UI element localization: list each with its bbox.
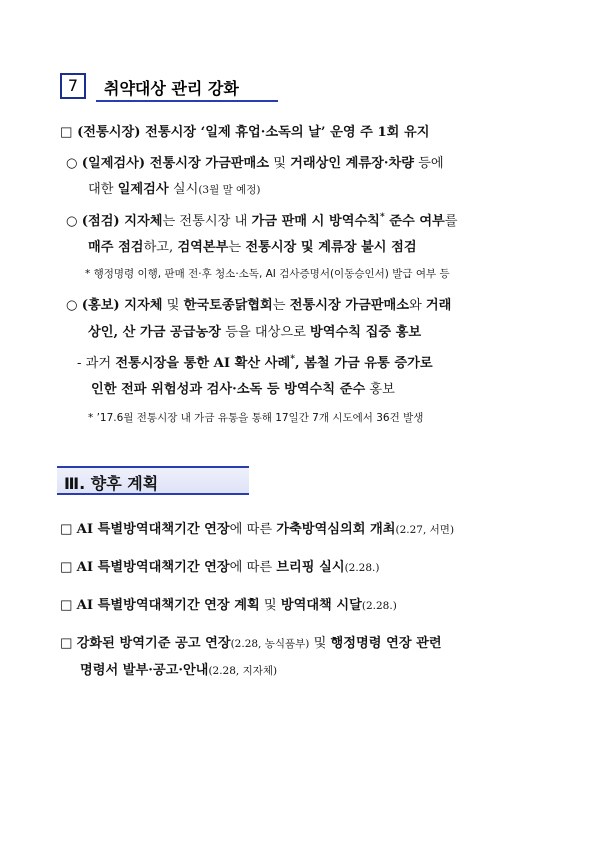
- bold-1: 인한 전파 위험성과 검사·소독 등 방역수칙 준수: [91, 382, 366, 397]
- sub-item-check-cont: [88, 236, 417, 255]
- item-text: (전통시장) 전통시장 ‘일제 휴업·소독의 날’ 운영 주 1회 유지: [77, 125, 430, 140]
- bold-3: 방역수칙 집중 홍보: [310, 325, 422, 340]
- bold-3: 한국토종닭협회: [183, 298, 273, 313]
- sub-item-promotion: [66, 294, 451, 313]
- bold-3: 검역본부: [177, 240, 229, 255]
- circle-bullet-icon: ○: [66, 156, 78, 171]
- text-2: 에 따른: [229, 560, 277, 575]
- text-4: 는: [228, 240, 246, 255]
- bold-5: 전통시장 및 계류장 불시 점검: [245, 240, 417, 255]
- bold-1: 명령서 발부·공고·안내: [80, 663, 209, 678]
- footnote-mark: *: [290, 354, 295, 365]
- bold-2: 일제검사: [117, 182, 169, 197]
- sub-item-bold-1: (일제검사) 전통시장 가금판매소: [81, 156, 269, 171]
- text-2: 및: [162, 298, 184, 313]
- note-2: (2.28, 지자체): [208, 665, 278, 677]
- sub-item-check: [66, 210, 458, 229]
- bold-7: 거래: [425, 298, 452, 313]
- circle-bullet-icon: ○: [66, 298, 78, 313]
- sub-item-promotion-cont: [88, 321, 421, 340]
- text-2: 홍보: [365, 382, 395, 397]
- text-5: 를: [444, 214, 458, 229]
- footnote-mark: *: [379, 212, 385, 223]
- bold-1: 강화된 방역기준 공고 연장: [76, 636, 231, 651]
- note-4: (2.28.): [344, 562, 380, 574]
- bold-2: 전통시장을 통한 AI 확산 사례: [115, 356, 291, 371]
- sub-item-bold-3: 거래상인 계류장·차량: [290, 156, 414, 171]
- text-3: 실시: [168, 182, 199, 197]
- note-4: (2.27, 서면): [395, 524, 455, 536]
- item-traditional-market: [60, 121, 429, 140]
- footnote-past-cases: * ’17.6월 전통시장 내 가금 유통을 통해 17일간 7개 시도에서 36건 발생: [88, 412, 424, 424]
- bold-5: 전통시장 가금판매소: [289, 298, 409, 313]
- note-4: (3월 말 예정): [198, 184, 261, 196]
- sub-item-inspection: [66, 152, 444, 171]
- text-2: 등을 대상으로: [221, 325, 311, 340]
- square-bullet-icon: □: [60, 598, 73, 613]
- note-4: (2.28.): [361, 600, 397, 612]
- bold-1: (점검) 지자체: [81, 214, 163, 229]
- bold-1: 매주 점검: [88, 240, 144, 255]
- footnote-check: * 행정명령 이행, 판매 전·후 청소·소독, AI 검사증명서(이동승인서) 발급 여부 등: [85, 268, 450, 280]
- circle-bullet-icon: ○: [66, 214, 78, 229]
- bold-1: AI 특별방역대책기간 연장: [76, 560, 230, 575]
- section-title-future-plans: Ⅲ. 향후 계획: [64, 474, 159, 493]
- dash-item-past-cases-cont: [91, 378, 395, 397]
- text-2: 에 따른: [229, 522, 277, 537]
- plan-item-extension: [60, 594, 397, 613]
- bold-3: 가축방역심의회 개최: [276, 522, 396, 537]
- bold-3: 가금 판매 시 방역수칙: [251, 214, 380, 229]
- section-title: 취약대상 관리 강화: [104, 79, 239, 98]
- sub-item-text-2: 및: [269, 156, 291, 171]
- sub-item-inspection-cont: [88, 178, 260, 197]
- section-number-box: 7: [60, 73, 86, 99]
- plan-item-council: [60, 518, 454, 537]
- plan-item-notice: [60, 632, 442, 651]
- section-title-underline: [96, 100, 278, 102]
- bold-1: AI 특별방역대책기간 연장: [76, 522, 230, 537]
- bold-3: 방역대책 시달: [280, 598, 362, 613]
- text-1: - 과거: [77, 356, 116, 371]
- bold-4: 행정명령 연장 관련: [330, 636, 442, 651]
- text-2: 하고,: [143, 240, 178, 255]
- bold-4: 준수 여부: [384, 214, 445, 229]
- sub-item-text-4: 등에: [413, 156, 444, 171]
- bold-1: (홍보) 지자체: [81, 298, 163, 313]
- text-1: 대한: [88, 182, 118, 197]
- bold-1: 상인, 산 가금 공급농장: [88, 325, 222, 340]
- text-3: 및: [309, 636, 331, 651]
- text-4: 는: [272, 298, 290, 313]
- bold-3: , 봄철 가금 유통 증가로: [294, 356, 433, 371]
- note-2: (2.28, 농식품부): [230, 638, 310, 650]
- dash-item-past-cases: [77, 352, 433, 371]
- square-bullet-icon: □: [60, 522, 73, 537]
- square-bullet-icon: □: [60, 560, 73, 575]
- bold-1: AI 특별방역대책기간 연장 계획: [76, 598, 260, 613]
- plan-item-notice-cont: [80, 659, 277, 678]
- plan-item-briefing: [60, 556, 379, 575]
- square-bullet-icon: □: [60, 125, 73, 140]
- text-2: 및: [259, 598, 281, 613]
- square-bullet-icon: □: [60, 636, 73, 651]
- text-6: 와: [408, 298, 426, 313]
- text-2: 는 전통시장 내: [162, 214, 252, 229]
- bold-3: 브리핑 실시: [276, 560, 345, 575]
